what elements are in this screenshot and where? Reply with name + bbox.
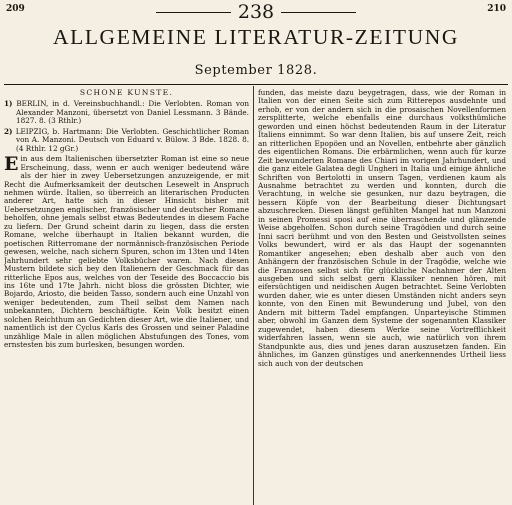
header-rule-right — [281, 12, 356, 13]
entry-text: LEIPZIG, b. Hartmann: Die Verlobten. Geschichtlicher Roman von A. Manzoni. Deutsch von Eduard v. Bülow. 3 Bde. 1828. 8. (4 Rthlr. 12 gGr.) — [15, 126, 249, 153]
drop-cap: E — [4, 153, 19, 176]
entry-text: BERLIN, in d. Vereinsbuchhandl.: Die Verlobten. Roman von Alexander Manzoni, übersetzt von Daniel Lessmann. 3 Bände. 1827. 8. (3 Rthlr.) — [16, 99, 249, 126]
page-header — [6, 2, 506, 24]
page-number-right: 210 — [487, 4, 506, 14]
journal-title: ALLGEMEINE LITERATUR-ZEITUNG — [52, 25, 460, 49]
section-title: SCHÖNE KÜNSTE. — [79, 89, 174, 97]
left-column — [4, 89, 249, 505]
entry-number: 2) — [4, 126, 13, 136]
review-body-right: funden, das meiste dazu beygetragen, dass, wie der Roman in Italien von der einen Seite sich zum Ritterepos ausdehnte und erhob, er von der andern sich in die prosaischen Novellenformen zersplitterte, welche ebenfalls eine durchaus volksthümliche geworden und einen höchst bedeutenden Raum in der Literatur Italiens einnimmt. So war denn Italien, bis auf unsere Zeit, reich an ritterlichen Epopöen und an Novellen, entbehrte aber gänzlich des eigentlichen Romans. Die erbärmlichen, wenn auch für kurze Zeit bewunderten Romane des Chiari im vorigen Jahrhundert, und die ganz eitele Galatea degli Ungheri in Italia und einige ähnliche Schriften von Bertolotti in unsern Tagen, verdienen kaum als Ausnahme betrachtet zu werden und konnten, durch die Verachtung, in welche sie gesunken, nur dazu beytragen, die bessern Köpfe von der Bearbeitung dieser Dichtungsart abzuschrecken. Diesen längst gefühlten Mangel hat nun Manzoni in seinen Promessi sposi auf eine überraschende und glänzende Weise abgeholfen. Schon durch seine Tragödien und durch seine Inni sacri berühmt und von den Besten und Geistvollsten seines Volks bewundert, wird er als das Haupt der sogenannten Romantiker angesehen; eben deshalb aber auch von den Anhängern der französischen Schule in der Tragödie, welche wie die Franzosen selbst sich für glückliche Nachahmer der Alten ausgeben und sich selbst gern Klassiker nennen hören, mit eifersüchtigen und neidischen Augen betrachtet. Seine Verlobten wurden daher, wie es unter diesen Umständen nicht anders seyn konnte, von den Einen mit Bewunderung und Jubel, von den Andern mit bitterm Tadel empfangen. Unparteyische Stimmen aber, obwohl im Ganzen dem Systeme der sogenannten Klassiker zugewendet, haben diesem Werke seine Vortrefflichkeit widerfahren lassen, wenn sie auch, wie natürlich von ihrem Standpunkte aus, dies und jenes daran auszusetzen fanden. Ein ähnliches, im Ganzen günstiges und anerkennendes Urtheil liess sich auch von der deutschen — [258, 89, 506, 368]
page-number-center: 238 — [237, 1, 275, 23]
column-divider — [253, 86, 254, 505]
review-body-left — [4, 155, 249, 349]
book-entry-1 — [4, 100, 249, 125]
review-text-left: in aus dem Italienischen übersetzter Roman ist eine so neue Erscheinung, dass, wenn er auch weniger bedeutend wäre als der hier in zwey Uebersetzungen anzuzeigende, er mit Recht die Aufmerksamkeit der deutschen Lesewelt in Anspruch nehmen würde. Italien, so überreich an literarischen Producten anderer Art, hatte sich in dieser Hinsicht bisher mit Uebersetzungen englischer, französischer und deutscher Romane beholfen, ohne jemals selbst etwas Bedeutendes in diesem Fache zu liefern. Der Grund scheint darin zu liegen, dass die ersten Romane, welche überhaupt in Italien bekannt wurden, die poetischen Ritterromane der normännisch-französischen Periode gewesen, welche, nach sichern Spuren, schon im 13ten und 14ten Jahrhundert sehr geliebte Volksbücher waren. Nach diesen Mustern bildete sich bey den Italienern der Geschmack für das ritterliche Epos aus, welches von der Teseide des Boccaccio bis ins 16te und 17te Jahrh. nicht bloss die grössten Dichter, wie Bojardo, Ariosto, die beiden Tasso, sondern auch eine Unzahl von weniger bedeutenden, zum Theil selbst dem Namen nach unbekannten, Dichtern beschäftigte. Kein Volk besitzt einen solchen Reichthum an Gedichten dieser Art, wie die Italiener, und namentlich ist der Cyclus Karls des Grossen und seiner Paladine unzählige Male in allen möglichen Abstufungen des Tones, vom ernstesten bis zum burlesken, besungen worden. — [4, 154, 249, 350]
book-entry-2 — [4, 128, 249, 153]
entry-number: 1) — [4, 99, 13, 109]
right-column — [258, 89, 506, 505]
issue-date: September 1828. — [194, 63, 318, 78]
header-divider — [4, 84, 508, 85]
page-number-left: 209 — [6, 4, 25, 14]
